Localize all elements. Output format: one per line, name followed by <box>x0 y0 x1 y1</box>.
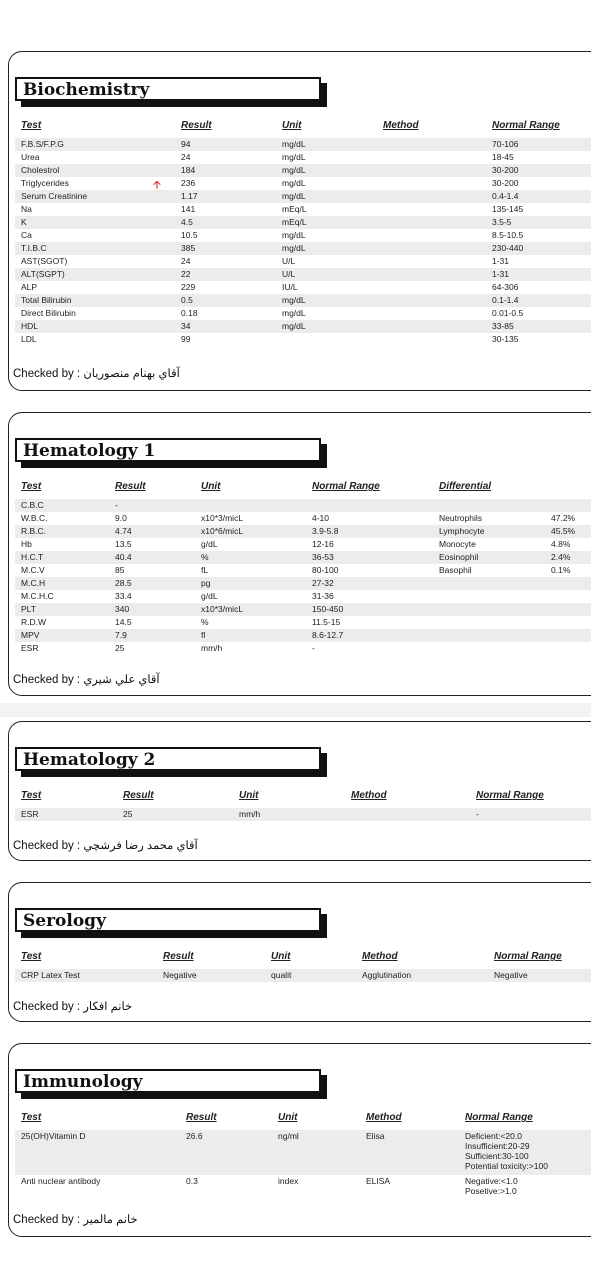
cell-differential-value: 0.1% <box>551 565 571 575</box>
col-result: Result <box>181 120 212 131</box>
section-title: Immunology <box>23 1072 143 1092</box>
results-table <box>15 481 591 655</box>
cell-normal-range <box>459 1175 591 1206</box>
cell-unit: U/L <box>276 268 377 281</box>
cell-unit: % <box>201 617 209 627</box>
cell-test: R.B.C. <box>15 525 109 538</box>
hematology1-card <box>8 412 591 696</box>
cell-unit: mg/dL <box>276 294 377 307</box>
cell-test: Hb <box>21 539 32 549</box>
table-row <box>15 333 591 346</box>
table-row <box>15 538 591 551</box>
checked-by <box>13 1212 138 1226</box>
cell-unit: ng/ml <box>272 1130 360 1175</box>
table-row <box>15 138 591 151</box>
cell-result: Negative <box>157 969 265 982</box>
col-method: Method <box>362 951 398 962</box>
cell-result: 236 <box>181 178 196 188</box>
cell-result: 141 <box>181 204 196 214</box>
results-table <box>15 1112 591 1206</box>
col-unit: Unit <box>282 120 302 131</box>
cell-normal-range: 0.1-1.4 <box>486 294 591 307</box>
table-row <box>15 164 591 177</box>
cell-differential <box>433 603 545 616</box>
table-row <box>15 216 591 229</box>
table-row <box>15 590 591 603</box>
cell-method <box>377 216 486 229</box>
section-title-box <box>15 747 321 771</box>
col-test: Test <box>21 790 42 801</box>
col-test: Test <box>21 1112 42 1123</box>
cell-unit: mm/h <box>201 643 223 653</box>
section-title: Biochemistry <box>23 80 150 100</box>
cell-unit: fl <box>195 629 306 642</box>
col-unit: Unit <box>271 951 291 962</box>
range-line: Potential toxicity:>100 <box>465 1161 548 1171</box>
checked-by-label: Checked by : <box>13 674 81 686</box>
cell-normal-range: 0.4-1.4 <box>486 190 591 203</box>
cell-method <box>377 255 486 268</box>
col-method: Method <box>351 790 387 801</box>
cell-test: ALT(SGPT) <box>15 268 175 281</box>
table-row <box>15 1130 591 1175</box>
cell-unit: qualit <box>265 969 356 982</box>
cell-unit: mg/dL <box>282 308 306 318</box>
table-row <box>15 616 591 629</box>
cell-result: 33.4 <box>115 591 132 601</box>
cell-test: C.B.C <box>15 499 109 512</box>
cell-test: T.I.B.C <box>15 242 175 255</box>
checked-by <box>13 999 132 1013</box>
high-flag-arrow-icon: 🡩 <box>153 179 161 191</box>
table-row <box>15 203 591 216</box>
cell-unit: mg/dL <box>276 138 377 151</box>
cell-result: 0.18 <box>181 308 198 318</box>
cell-result: 25 <box>117 808 233 821</box>
cell-method <box>377 294 486 307</box>
checked-by-label: Checked by : <box>13 368 81 380</box>
cell-unit: mm/h <box>233 808 345 821</box>
col-unit: Unit <box>278 1112 298 1123</box>
col-unit: Unit <box>201 481 221 492</box>
cell-normal-range <box>459 1130 591 1175</box>
cell-unit: g/dL <box>201 539 218 549</box>
cell-method <box>377 138 486 151</box>
checked-by-label: Checked by : <box>13 1214 81 1226</box>
cell-unit: % <box>195 551 306 564</box>
cell-unit <box>276 333 377 346</box>
cell-normal-range: 0.01-0.5 <box>492 308 524 318</box>
cell-normal-range: 36-53 <box>306 551 433 564</box>
cell-result: 26.6 <box>180 1130 272 1175</box>
table-row <box>15 1175 591 1206</box>
cell-test: M.C.H <box>15 577 109 590</box>
col-test: Test <box>21 951 42 962</box>
section-title: Hematology 1 <box>23 441 156 461</box>
col-normal-range: Normal Range <box>312 481 380 492</box>
cell-differential <box>433 577 545 590</box>
cell-unit: mEq/L <box>282 204 307 214</box>
range-line: Insufficient:20-29 <box>465 1141 530 1151</box>
cell-differential <box>433 629 545 642</box>
cell-normal-range <box>306 499 433 512</box>
table-row <box>15 294 591 307</box>
biochemistry-card <box>8 51 591 391</box>
cell-test: ESR <box>15 808 117 821</box>
col-test: Test <box>21 120 42 131</box>
cell-test: H.C.T <box>15 551 109 564</box>
cell-result: 13.5 <box>115 539 132 549</box>
cell-method <box>377 333 486 346</box>
section-title-box <box>15 1069 321 1093</box>
cell-method <box>377 190 486 203</box>
checked-by-name: خانم مالمير <box>83 1214 138 1226</box>
cell-method: ELISA <box>366 1176 391 1186</box>
cell-unit: fL <box>201 565 209 575</box>
col-unit: Unit <box>239 790 259 801</box>
cell-method <box>377 151 486 164</box>
table-row <box>15 629 591 642</box>
cell-result: 10.5 <box>181 230 198 240</box>
col-method: Method <box>366 1112 402 1123</box>
cell-test: Na <box>21 204 32 214</box>
immunology-card <box>8 1043 591 1237</box>
cell-test: R.D.W <box>21 617 47 627</box>
table-row <box>15 255 591 268</box>
cell-result: 0.5 <box>175 294 276 307</box>
cell-unit: mg/dL <box>276 190 377 203</box>
cell-normal-range: 230-440 <box>486 242 591 255</box>
col-result: Result <box>186 1112 217 1123</box>
col-test: Test <box>21 481 42 492</box>
cell-unit: U/L <box>282 256 296 266</box>
cell-result: 22 <box>175 268 276 281</box>
cell-test: M.C.H.C <box>21 591 54 601</box>
col-normal-range: Normal Range <box>492 120 560 131</box>
table-row <box>15 499 591 512</box>
cell-normal-range: 30-200 <box>486 164 591 177</box>
cell-normal-range: 1-31 <box>486 268 591 281</box>
cell-unit: x10*3/micL <box>195 603 306 616</box>
cell-differential-value <box>545 577 591 590</box>
cell-differential-value <box>545 629 591 642</box>
cell-differential-value <box>545 642 591 655</box>
cell-method <box>377 164 486 177</box>
table-row <box>15 603 591 616</box>
cell-differential-value <box>545 499 591 512</box>
cell-normal-range: 1-31 <box>492 256 510 266</box>
cell-test: Total Bilirubin <box>15 294 175 307</box>
section-title-box <box>15 908 321 932</box>
cell-differential <box>433 590 545 603</box>
cell-method <box>345 808 470 821</box>
cell-unit: index <box>278 1176 299 1186</box>
cell-unit: mg/dL <box>282 230 306 240</box>
cell-test: 25(OH)Vitamin D <box>15 1130 180 1175</box>
results-table <box>15 951 591 982</box>
cell-normal-range: 70-106 <box>486 138 591 151</box>
cell-unit: mg/dL <box>276 242 377 255</box>
cell-test: LDL <box>21 334 37 344</box>
cell-differential-value: 2.4% <box>545 551 591 564</box>
cell-normal-range: 11.5-15 <box>312 617 341 627</box>
cell-test: M.C.V <box>21 565 45 575</box>
cell-method: Agglutination <box>356 969 488 982</box>
checked-by-label: Checked by : <box>13 840 81 852</box>
cell-unit: g/dL <box>201 591 218 601</box>
cell-method <box>377 268 486 281</box>
cell-result: 85 <box>115 565 125 575</box>
checked-by <box>13 672 160 686</box>
range-line: Sufficient:30-100 <box>465 1151 529 1161</box>
cell-differential-value <box>545 590 591 603</box>
cell-test: CRP Latex Test <box>15 969 157 982</box>
cell-result: 40.4 <box>109 551 195 564</box>
col-result: Result <box>123 790 154 801</box>
cell-test: PLT <box>15 603 109 616</box>
col-normal-range: Normal Range <box>465 1112 533 1123</box>
cell-normal-range: - <box>470 808 591 821</box>
cell-result: 229 <box>181 282 196 292</box>
cell-differential-value: 4.8% <box>551 539 571 549</box>
cell-normal-range: 4-10 <box>312 513 330 523</box>
col-normal-range: Normal Range <box>494 951 562 962</box>
cell-result: - <box>109 499 195 512</box>
cell-test: F.B.S/F.P.G <box>15 138 175 151</box>
cell-differential <box>433 616 545 629</box>
cell-test: Urea <box>21 152 40 162</box>
cell-test: Triglycerides <box>21 178 69 188</box>
checked-by-name: آقاي بهنام منصوريان <box>83 368 180 380</box>
table-row <box>15 242 591 255</box>
cell-unit: mg/dL <box>276 164 377 177</box>
checked-by-name: آقاي محمد رضا فرشچي <box>83 840 198 852</box>
cell-normal-range: - <box>312 643 315 653</box>
cell-normal-range: 3.5-5 <box>486 216 591 229</box>
cell-normal-range: 18-45 <box>492 152 514 162</box>
table-row <box>15 551 591 564</box>
cell-result: 14.5 <box>115 617 132 627</box>
cell-method <box>377 320 486 333</box>
cell-normal-range: 33-85 <box>486 320 591 333</box>
table-row <box>15 190 591 203</box>
cell-result: 4.74 <box>109 525 195 538</box>
cell-unit: x10*3/micL <box>201 513 244 523</box>
table-row <box>15 177 591 190</box>
cell-result: 99 <box>181 334 191 344</box>
cell-method <box>377 229 486 242</box>
cell-test: ESR <box>21 643 39 653</box>
col-method: Method <box>383 120 419 131</box>
cell-normal-range: 30-135 <box>492 334 519 344</box>
col-differential-value <box>545 481 591 499</box>
cell-method <box>377 281 486 294</box>
hematology2-card <box>8 721 591 861</box>
cell-result: 184 <box>175 164 276 177</box>
range-line: Deficient:<20.0 <box>465 1131 522 1141</box>
cell-result: 24 <box>181 256 191 266</box>
results-table <box>15 120 591 346</box>
cell-unit: x10*6/micL <box>195 525 306 538</box>
cell-differential <box>433 642 545 655</box>
table-row <box>15 564 591 577</box>
cell-normal-range: 3.9-5.8 <box>306 525 433 538</box>
cell-unit: mg/dL <box>282 152 306 162</box>
cell-result: 25 <box>115 643 125 653</box>
cell-result: 9.0 <box>115 513 127 523</box>
cell-unit: mg/dL <box>276 320 377 333</box>
cell-test: K <box>15 216 175 229</box>
table-row <box>15 808 591 821</box>
cell-normal-range: 64-306 <box>492 282 519 292</box>
cell-differential: Basophil <box>439 565 472 575</box>
cell-differential: Lymphocyte <box>433 525 545 538</box>
cell-method <box>377 177 486 190</box>
cell-result: 28.5 <box>109 577 195 590</box>
cell-result: 24 <box>181 152 191 162</box>
col-result: Result <box>163 951 194 962</box>
cell-differential-value: 47.2% <box>551 513 576 523</box>
cell-normal-range: Negative <box>488 969 591 982</box>
table-row <box>15 268 591 281</box>
cell-unit <box>195 499 306 512</box>
cell-normal-range: 27-32 <box>306 577 433 590</box>
table-row <box>15 229 591 242</box>
cell-differential <box>433 499 545 512</box>
cell-unit: IU/L <box>282 282 298 292</box>
section-title: Serology <box>23 911 106 931</box>
cell-test: Anti nuclear antibody <box>21 1176 101 1186</box>
cell-method <box>377 307 486 320</box>
cell-method: Elisa <box>360 1130 459 1175</box>
cell-test: Direct Bilirubin <box>21 308 76 318</box>
cell-differential-value <box>545 603 591 616</box>
col-result: Result <box>115 481 146 492</box>
cell-result: 1.17 <box>175 190 276 203</box>
table-row <box>15 969 591 982</box>
section-title-box <box>15 77 321 101</box>
results-table <box>15 790 591 821</box>
cell-test: ALP <box>21 282 38 292</box>
checked-by <box>13 838 198 852</box>
checked-by-label: Checked by : <box>13 1001 81 1013</box>
checked-by <box>13 366 180 380</box>
checked-by-name: خانم افكار <box>83 1001 133 1013</box>
cell-test: Cholestrol <box>15 164 175 177</box>
cell-differential-value <box>545 616 591 629</box>
table-row <box>15 307 591 320</box>
cell-unit: mg/dL <box>282 178 306 188</box>
cell-unit: mEq/L <box>276 216 377 229</box>
cell-normal-range: 8.5-10.5 <box>492 230 524 240</box>
cell-result: 4.5 <box>175 216 276 229</box>
cell-result: 94 <box>175 138 276 151</box>
cell-test: MPV <box>15 629 109 642</box>
table-row <box>15 512 591 525</box>
cell-result: 385 <box>175 242 276 255</box>
serology-card <box>8 882 591 1022</box>
col-differential: Differential <box>439 481 492 492</box>
section-title: Hematology 2 <box>23 750 156 770</box>
cell-method <box>377 242 486 255</box>
cell-result: 7.9 <box>109 629 195 642</box>
cell-normal-range: 80-100 <box>312 565 339 575</box>
cell-unit: pg <box>195 577 306 590</box>
table-row <box>15 577 591 590</box>
page-separator <box>0 703 591 717</box>
cell-normal-range: 12-16 <box>312 539 334 549</box>
cell-test: Ca <box>21 230 32 240</box>
table-row <box>15 642 591 655</box>
cell-test: W.B.C. <box>21 513 48 523</box>
cell-normal-range: 31-36 <box>312 591 334 601</box>
cell-differential: Eosinophil <box>433 551 545 564</box>
section-title-box <box>15 438 321 462</box>
cell-result: 340 <box>109 603 195 616</box>
cell-differential: Monocyte <box>439 539 476 549</box>
cell-differential: Neutrophils <box>439 513 482 523</box>
cell-normal-range: 150-450 <box>306 603 433 616</box>
table-row <box>15 281 591 294</box>
cell-normal-range: 30-200 <box>492 178 519 188</box>
range-line: Posetive:>1.0 <box>465 1186 517 1196</box>
cell-test: Serum Creatinine <box>15 190 175 203</box>
cell-normal-range: 135-145 <box>492 204 524 214</box>
cell-differential-value: 45.5% <box>545 525 591 538</box>
cell-result: 0.3 <box>186 1176 198 1186</box>
table-row <box>15 320 591 333</box>
cell-result: 34 <box>175 320 276 333</box>
cell-test: HDL <box>15 320 175 333</box>
col-normal-range: Normal Range <box>476 790 544 801</box>
range-line: Negative:<1.0 <box>465 1176 518 1186</box>
cell-test: AST(SGOT) <box>21 256 68 266</box>
table-row <box>15 525 591 538</box>
checked-by-name: آقاي علي شيري <box>83 674 160 686</box>
table-row <box>15 151 591 164</box>
cell-normal-range: 8.6-12.7 <box>306 629 433 642</box>
cell-method <box>377 203 486 216</box>
